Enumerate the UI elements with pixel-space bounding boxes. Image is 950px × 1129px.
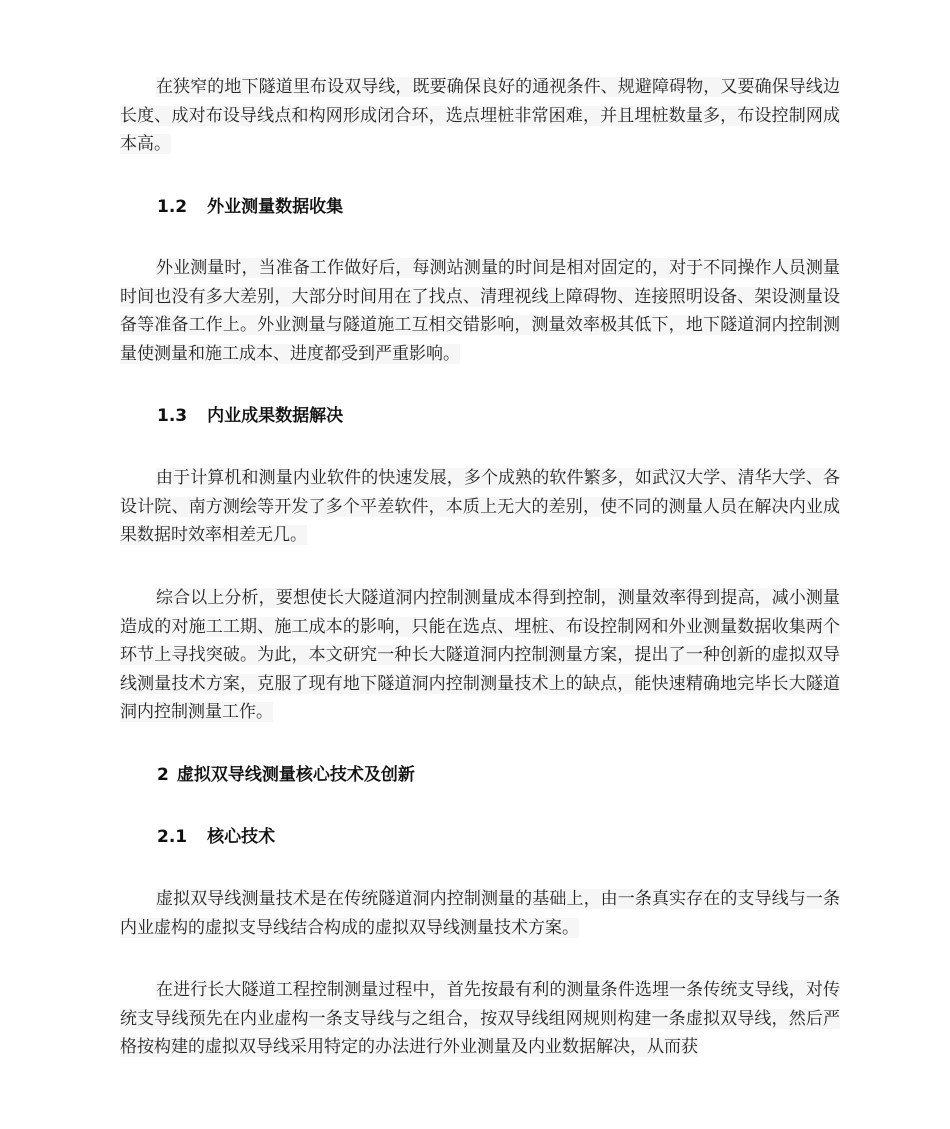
section-heading-2 <box>120 761 840 789</box>
section-title: 核心技术 <box>207 827 276 847</box>
paragraph-1 <box>120 73 840 159</box>
section-number: 1.3 <box>157 406 188 426</box>
section-number: 2 <box>157 765 169 785</box>
paragraph-2 <box>120 254 840 368</box>
section-title: 外业测量数据收集 <box>207 197 344 217</box>
paragraph-5-text: 虚拟双导线测量技术是在传统隧道洞内控制测量的基础上，由一条真实存在的支导线与一条内业虚构的虚拟支导线结合构成的虚拟双导线测量技术方案。 <box>120 889 840 938</box>
paragraph-4 <box>120 584 840 727</box>
section-title: 内业成果数据解决 <box>207 406 344 426</box>
section-heading-2-1 <box>120 823 840 851</box>
section-number: 1.2 <box>157 197 188 217</box>
paragraph-3-text: 由于计算机和测量内业软件的快速发展，多个成熟的软件繁多，如武汉大学、清华大学、各设计院、南方测绘等开发了多个平差软件，本质上无大的差别，使不同的测量人员在解决内业成果数据时效率相差无几。 <box>120 468 840 545</box>
paragraph-6 <box>120 976 840 1062</box>
section-heading-1-3 <box>120 402 840 430</box>
paragraph-2-text: 外业测量时，当准备工作做好后，每测站测量的时间是相对固定的，对于不同操作人员测量时间也没有多大差别，大部分时间用在了找点、清理视线上障碍物、连接照明设备、架设测量设备等准备工作上。外业测量与隧道施工互相交错影响，测量效率极其低下，地下隧道洞内控制测量使测量和施工成本、进度都受到严重影响。 <box>120 258 840 364</box>
section-title: 虚拟双导线测量核心技术及创新 <box>176 765 415 785</box>
section-number: 2.1 <box>157 827 188 847</box>
paragraph-4-text: 综合以上分析，要想使长大隧道洞内控制测量成本得到控制，测量效率得到提高，减小测量造成的对施工工期、施工成本的影响，只能在选点、埋桩、布设控制网和外业测量数据收集两个环节上寻找突破。为此，本文研究一种长大隧道洞内控制测量方案，提出了一种创新的虚拟双导线测量技术方案，克服了现有地下隧道洞内控制测量技术上的缺点，能快速精确地完毕长大隧道洞内控制测量工作。 <box>120 588 840 722</box>
section-heading-1-2 <box>120 193 840 221</box>
paragraph-1-text: 在狭窄的地下隧道里布设双导线，既要确保良好的通视条件、规避障碍物，又要确保导线边长度、成对布设导线点和构网形成闭合环，选点埋桩非常困难，并且埋桩数量多，布设控制网成本高。 <box>120 77 840 154</box>
paragraph-6-text: 在进行长大隧道工程控制测量过程中，首先按最有利的测量条件选埋一条传统支导线，对传统支导线预先在内业虚构一条支导线与之组合，按双导线组网规则构建一条虚拟双导线，然后严格按构建的虚拟双导线采用特定的办法进行外业测量及内业数据解决，从而获 <box>120 980 840 1057</box>
paragraph-5 <box>120 885 840 942</box>
paragraph-3 <box>120 464 840 550</box>
